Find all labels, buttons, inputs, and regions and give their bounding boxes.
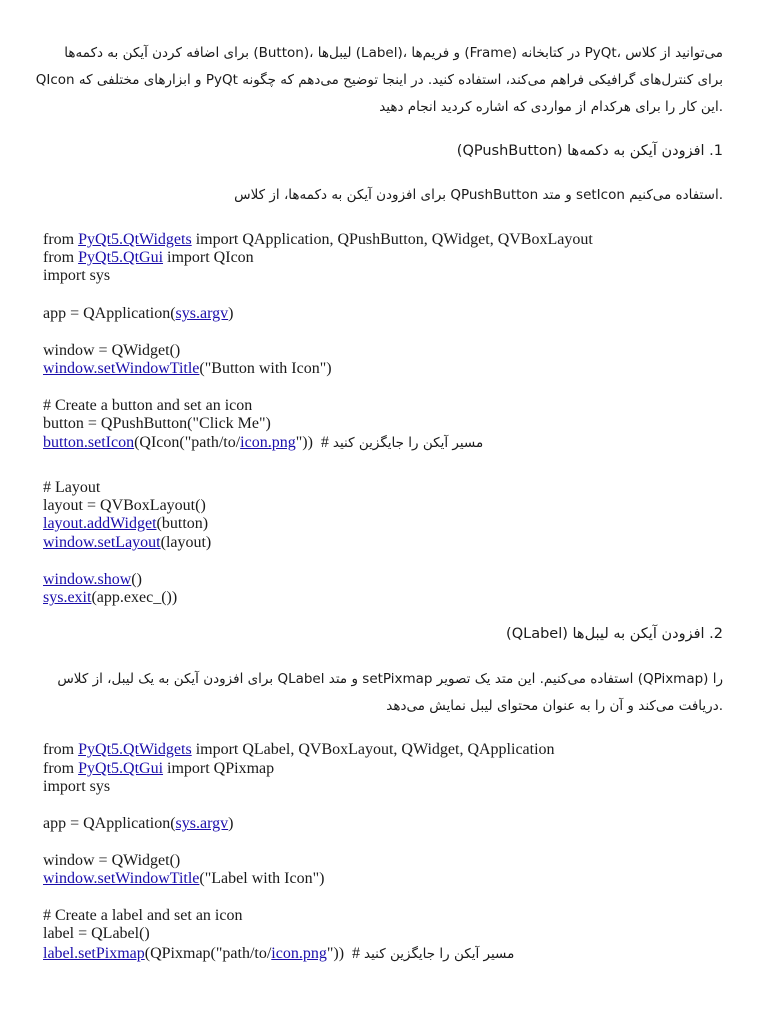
code-line: button = QPushButton("Click Me")	[43, 415, 271, 432]
code-line: window.show()	[43, 571, 142, 588]
code-line: import sys	[43, 778, 111, 795]
code-line: label.setPixmap(QPixmap("path/to/icon.png")) # مسیر آیکن را جایگزین کنید	[43, 945, 515, 962]
persian-comment: مسیر آیکن را جایگزین کنید	[332, 435, 484, 451]
section-2-description-2: .دریافت می‌کند و آن را به عنوان محتوای لیبل نمایش می‌دهد	[386, 698, 723, 714]
code-line: app = QApplication(sys.argv)	[43, 305, 234, 322]
link-pyqt5-qtwidgets[interactable]: PyQt5.QtWidgets	[78, 741, 192, 758]
code-line: window = QWidget()	[43, 852, 181, 869]
code-comment: # Create a button and set an icon	[43, 397, 253, 414]
link-pyqt5-qtwidgets[interactable]: PyQt5.QtWidgets	[78, 231, 192, 248]
link-icon-png[interactable]: icon.png	[240, 434, 296, 451]
code-line: layout.addWidget(button)	[43, 515, 209, 532]
code-line: window = QWidget()	[43, 342, 181, 359]
intro-line-1: می‌توانید از کلاس ،PyQt در کتابخانه (Frame) و فریم‌ها ،(Label) لیبل‌ها ،(Button) برای اضافه کردن آیکن به دکمه‌ها	[64, 45, 723, 61]
code-line: sys.exit(app.exec_())	[43, 589, 178, 606]
link-pyqt5-qtgui[interactable]: PyQt5.QtGui	[78, 249, 164, 266]
code-line: button.setIcon(QIcon("path/to/icon.png")) # مسیر آیکن را جایگزین کنید	[43, 434, 484, 451]
link-layout-addwidget[interactable]: layout.addWidget	[43, 515, 157, 532]
code-line: window.setWindowTitle("Button with Icon")	[43, 360, 332, 377]
code-line: label = QLabel()	[43, 925, 150, 942]
section-1-heading: 1. افزودن آیکن به دکمه‌ها (QPushButton)	[456, 143, 723, 159]
link-sys-argv[interactable]: sys.argv	[175, 305, 229, 322]
code-line: app = QApplication(sys.argv)	[43, 815, 234, 832]
code-line: from PyQt5.QtGui import QPixmap	[43, 760, 275, 777]
persian-comment: مسیر آیکن را جایگزین کنید	[364, 946, 515, 962]
link-window-setlayout[interactable]: window.setLayout	[43, 534, 161, 551]
section-1-description: .استفاده می‌کنیم setIcon و متد QPushButton برای افزودن آیکن به دکمه‌ها، از کلاس	[234, 187, 723, 203]
section-2-heading: 2. افزودن آیکن به لیبل‌ها (QLabel)	[506, 626, 723, 642]
link-window-setwindowtitle[interactable]: window.setWindowTitle	[43, 360, 200, 377]
link-button-seticon[interactable]: button.setIcon	[43, 434, 135, 451]
code-comment: # Create a label and set an icon	[43, 907, 243, 924]
code-line: window.setWindowTitle("Label with Icon")	[43, 870, 325, 887]
link-sys-exit[interactable]: sys.exit	[43, 589, 92, 606]
link-pyqt5-qtgui[interactable]: PyQt5.QtGui	[78, 760, 164, 777]
code-line: from PyQt5.QtGui import QIcon	[43, 249, 254, 266]
code-line: from PyQt5.QtWidgets import QLabel, QVBoxLayout, QWidget, QApplication	[43, 741, 555, 758]
link-label-setpixmap[interactable]: label.setPixmap	[43, 945, 145, 962]
link-window-setwindowtitle[interactable]: window.setWindowTitle	[43, 870, 200, 887]
code-comment: # Layout	[43, 479, 101, 496]
section-2-description-1: را (QPixmap) استفاده می‌کنیم. این متد یک تصویر setPixmap و متد QLabel برای افزودن آیکن به یک لیبل، از کلاس	[57, 671, 723, 687]
intro-line-2: برای کنترل‌های گرافیکی فراهم می‌کند، استفاده کنید. در اینجا توضیح می‌دهم که چگونه PyQt و ابزارهای مختلفی که QIcon	[35, 72, 723, 88]
link-sys-argv[interactable]: sys.argv	[175, 815, 229, 832]
link-icon-png[interactable]: icon.png	[271, 945, 327, 962]
code-line: layout = QVBoxLayout()	[43, 497, 206, 514]
intro-line-3: .این کار را برای هرکدام از مواردی که اشاره کردید انجام دهید	[379, 99, 723, 115]
code-line: import sys	[43, 267, 111, 284]
code-line: from PyQt5.QtWidgets import QApplication, QPushButton, QWidget, QVBoxLayout	[43, 231, 593, 248]
code-line: window.setLayout(layout)	[43, 534, 212, 551]
link-window-show[interactable]: window.show	[43, 571, 132, 588]
